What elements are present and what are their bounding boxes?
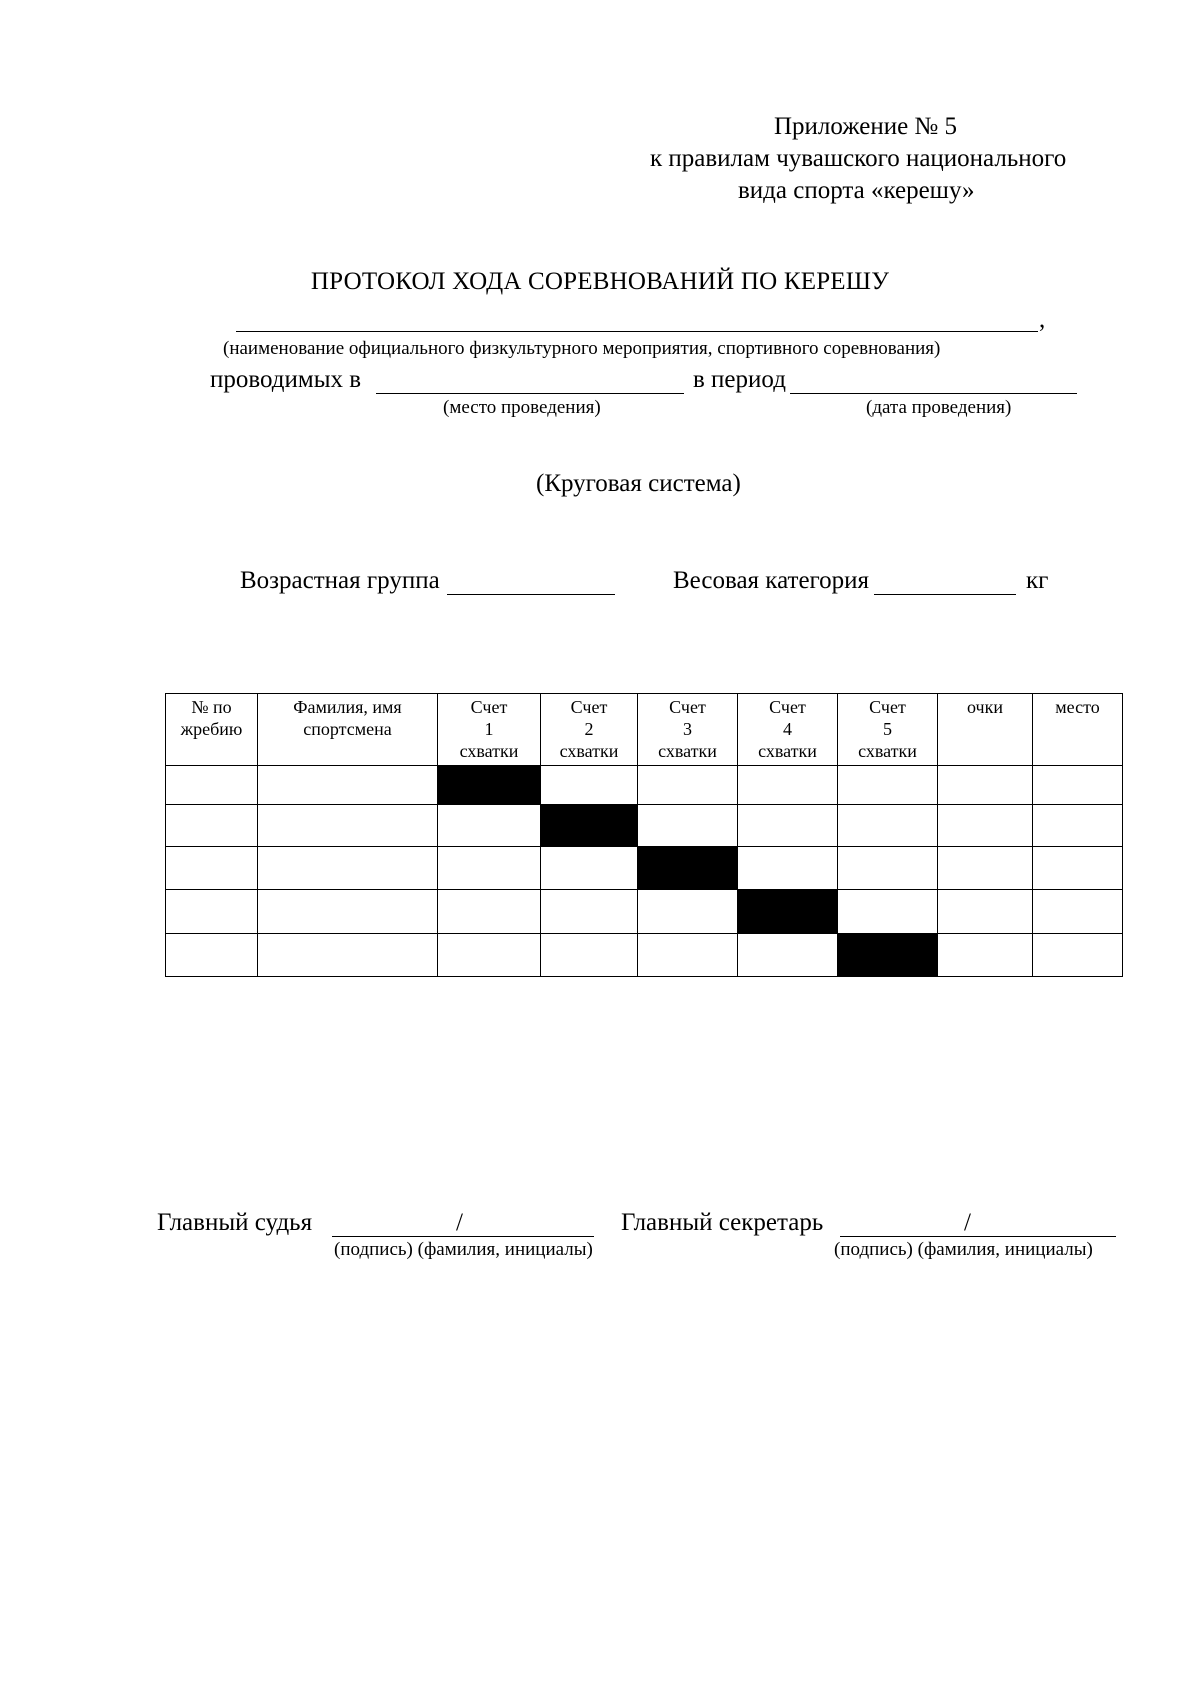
table-cell — [258, 934, 438, 977]
chief-judge-line — [332, 1236, 594, 1237]
blocked-cell — [541, 805, 638, 847]
table-cell — [541, 890, 638, 934]
header-draw-number — [166, 694, 258, 766]
event-name-line — [236, 331, 1038, 332]
header-text: схватки — [658, 741, 717, 761]
chief-judge-caption: (подпись) (фамилия, инициалы) — [334, 1239, 593, 1260]
header-text: схватки — [758, 741, 817, 761]
table-row — [166, 934, 1123, 977]
table-cell — [1033, 934, 1123, 977]
age-group-label: Возрастная группа — [240, 567, 440, 594]
table-cell — [638, 890, 738, 934]
table-row — [166, 805, 1123, 847]
header-text: место — [1055, 697, 1100, 717]
table-cell — [166, 847, 258, 890]
table-cell — [541, 847, 638, 890]
place-line — [376, 393, 684, 394]
table-cell — [738, 805, 838, 847]
table-cell — [166, 766, 258, 805]
table-cell — [838, 847, 938, 890]
system-label: (Круговая система) — [536, 470, 741, 497]
held-in-label: проводимых в — [210, 366, 362, 393]
event-name-caption: (наименование официального физкультурного мероприятия, спортивного соревнования) — [223, 338, 941, 359]
header-bout-5 — [838, 694, 938, 766]
header-text: жребию — [180, 719, 243, 739]
chief-secretary-label: Главный секретарь — [621, 1209, 824, 1236]
table-cell — [258, 766, 438, 805]
table-cell — [938, 847, 1033, 890]
table-cell — [258, 890, 438, 934]
date-line — [790, 393, 1077, 394]
table-cell — [938, 890, 1033, 934]
header-text: Счет — [769, 697, 806, 717]
chief-judge-slash: / — [456, 1209, 463, 1236]
header-bout-1 — [438, 694, 541, 766]
protocol-table — [165, 693, 1123, 977]
blocked-cell — [738, 890, 838, 934]
header-text: 3 — [683, 719, 692, 739]
header-text: спортсмена — [303, 719, 392, 739]
period-label: в период — [693, 366, 786, 393]
place-caption: (место проведения) — [443, 397, 601, 418]
weight-unit: кг — [1026, 567, 1049, 594]
header-text: Счет — [470, 697, 508, 717]
annex-rules: к правилам чувашского национального — [650, 145, 1067, 172]
table-cell — [638, 766, 738, 805]
table-cell — [938, 805, 1033, 847]
table-row — [166, 847, 1123, 890]
table-cell — [838, 805, 938, 847]
date-caption: (дата проведения) — [866, 397, 1012, 418]
table-cell — [258, 805, 438, 847]
table-cell — [258, 847, 438, 890]
chief-judge-label: Главный судья — [157, 1209, 313, 1236]
blocked-cell — [638, 847, 738, 890]
header-text: схватки — [858, 741, 917, 761]
table-cell — [438, 847, 541, 890]
header-text: № по — [191, 697, 232, 717]
table-cell — [738, 847, 838, 890]
table-cell — [1033, 890, 1123, 934]
age-group-line — [447, 594, 615, 595]
blocked-cell — [838, 934, 938, 977]
header-bout-2 — [541, 694, 638, 766]
header-text: 5 — [883, 719, 892, 739]
chief-secretary-slash: / — [964, 1209, 971, 1236]
table-cell — [438, 934, 541, 977]
header-place — [1033, 694, 1123, 766]
table-row — [166, 890, 1123, 934]
table-cell — [838, 890, 938, 934]
chief-secretary-caption: (подпись) (фамилия, инициалы) — [834, 1239, 1093, 1260]
table-cell — [438, 805, 541, 847]
table-cell — [166, 805, 258, 847]
header-text: Счет — [669, 697, 706, 717]
table-cell — [166, 934, 258, 977]
blocked-cell — [438, 766, 541, 805]
table-cell — [541, 934, 638, 977]
table-cell — [938, 934, 1033, 977]
table-row — [166, 766, 1123, 805]
event-name-comma: , — [1039, 306, 1046, 333]
table-cell — [938, 766, 1033, 805]
header-bout-3 — [638, 694, 738, 766]
header-text: схватки — [559, 741, 619, 761]
header-bout-4 — [738, 694, 838, 766]
annex-sport: вида спорта «керешу» — [738, 177, 975, 204]
weight-category-line — [874, 594, 1016, 595]
header-text: Фамилия, имя — [293, 697, 402, 717]
table-cell — [838, 766, 938, 805]
table-cell — [638, 805, 738, 847]
table-cell — [1033, 847, 1123, 890]
table-cell — [166, 890, 258, 934]
header-text: 4 — [783, 719, 792, 739]
table-cell — [638, 934, 738, 977]
table-header-row — [166, 694, 1123, 766]
header-text: Счет — [869, 697, 906, 717]
table-cell — [1033, 766, 1123, 805]
table-cell — [1033, 805, 1123, 847]
header-text: Счет — [570, 697, 608, 717]
table-cell — [438, 890, 541, 934]
header-text: 2 — [584, 719, 594, 739]
header-text: 1 — [484, 719, 494, 739]
table-cell — [541, 766, 638, 805]
annex-number: Приложение № 5 — [774, 113, 958, 140]
chief-secretary-line — [840, 1236, 1116, 1237]
table-cell — [738, 934, 838, 977]
header-points — [938, 694, 1033, 766]
table-cell — [738, 766, 838, 805]
document-title: ПРОТОКОЛ ХОДА СОРЕВНОВАНИЙ ПО КЕРЕШУ — [310, 268, 890, 295]
header-text: очки — [967, 697, 1003, 717]
header-text: схватки — [459, 741, 519, 761]
weight-category-label: Весовая категория — [673, 567, 870, 594]
header-athlete-name — [258, 694, 438, 766]
